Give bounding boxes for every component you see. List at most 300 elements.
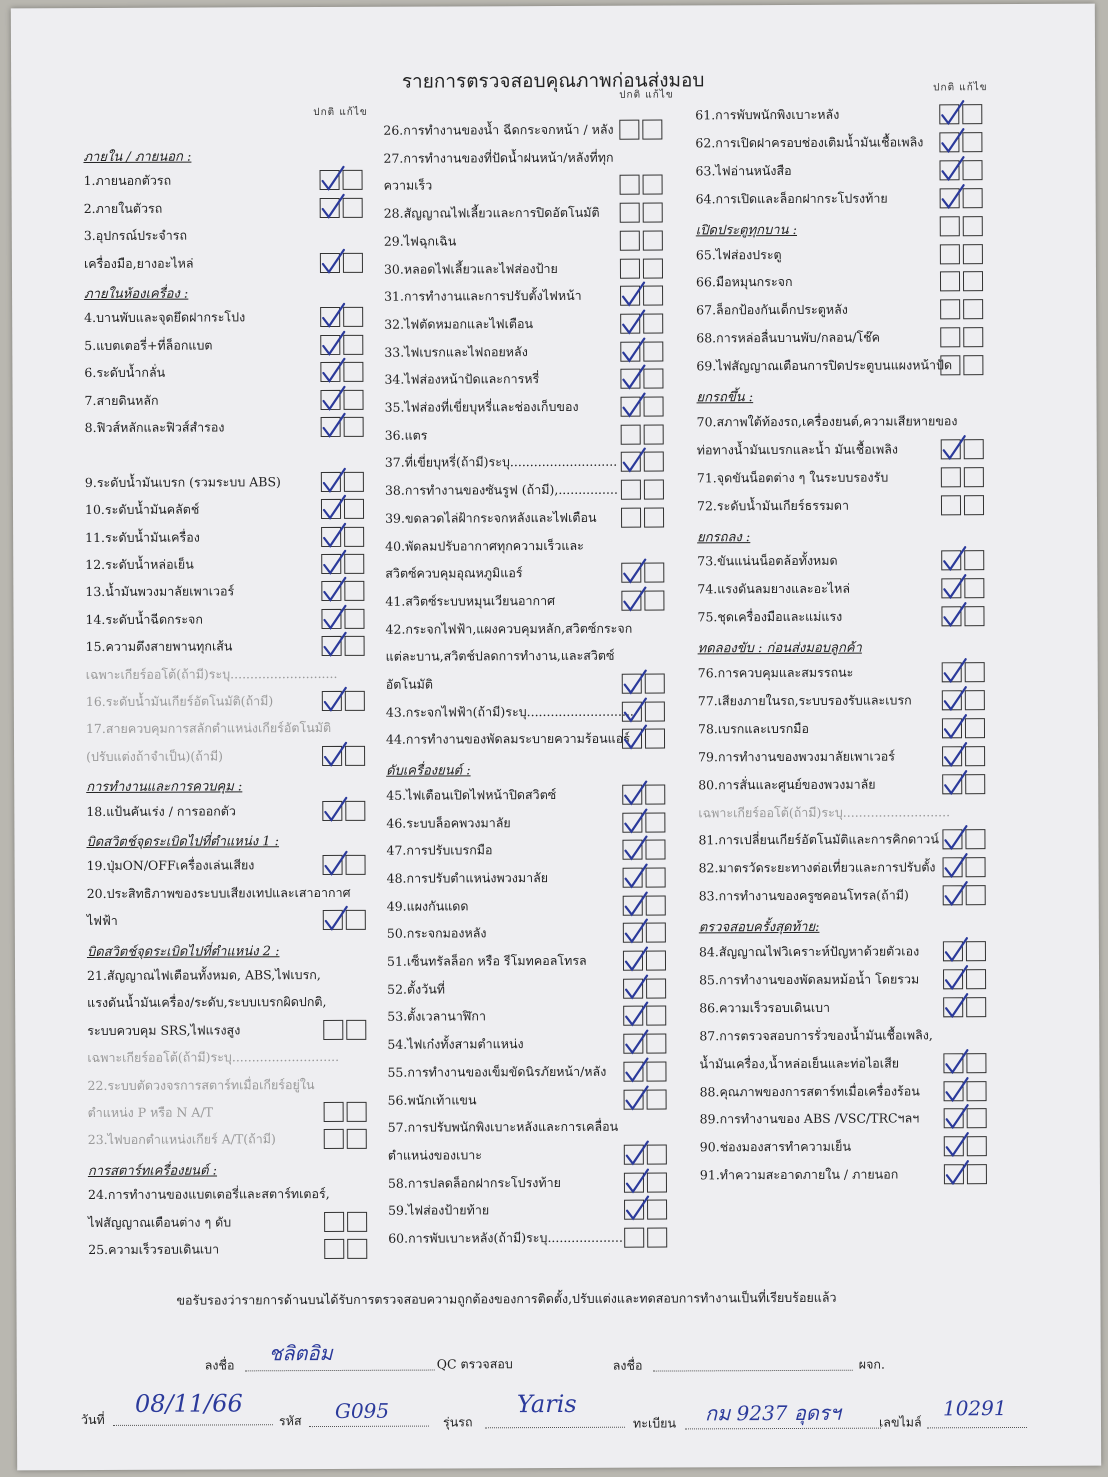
fix-checkbox[interactable] [644, 480, 664, 500]
checklist-item-label: 40.พัดลมปรับอากาศทุกความเร็วและ [385, 537, 584, 554]
checklist-item-label: 17.สายควบคุมการสลักตำแหน่งเกียร์อัตโนมัติ [85, 720, 332, 737]
check-mark-icon [621, 558, 647, 586]
checklist-item-label: 84.สัญญาณไฟวิเคราะห์ปัญหาด้วยตัวเอง [698, 943, 920, 960]
section-heading: ทดลองขับ : ก่อนส่งมอบลูกค้า [697, 640, 862, 657]
normal-checkbox[interactable] [324, 1129, 344, 1149]
check-mark-icon [623, 973, 649, 1001]
check-mark-icon [943, 880, 969, 908]
check-mark-icon [943, 1076, 969, 1104]
check-mark-icon [321, 412, 347, 440]
check-mark-icon [321, 467, 347, 495]
checklist-item-label: (ปรับแต่งถ้าจำเป็น)(ถ้ามี) [86, 748, 224, 764]
checkbox-pair [620, 230, 664, 250]
checklist-item-label: แต่ละบาน,สวิตช์ปลดการทำงาน,และสวิตซ์ [385, 648, 615, 665]
checklist-item-label: ไฟสัญญาณเตือนต่าง ๆ ดับ [88, 1214, 232, 1230]
checklist-item-label: 24.การทำงานของแบตเตอรี่และสตาร์ทเตอร์, [87, 1186, 330, 1203]
checkbox-pair [320, 198, 364, 218]
checklist-item-label: 20.ประสิทธิภาพของระบบเสียงเทปและเสาอากาศ [86, 884, 351, 901]
checklist-item-label: 31.การทำงานและการปรับตั้งไฟหน้า [384, 288, 582, 304]
checklist-item-label: 48.การปรับตำแหน่งพวงมาลัย [386, 869, 549, 886]
check-mark-icon [320, 248, 346, 276]
checkbox-pair [622, 674, 666, 694]
normal-checkbox[interactable] [620, 258, 640, 278]
checkbox-pair [320, 307, 364, 327]
checklist-item-label: 72.ระดับน้ำมันเกียร์ธรรมดา [696, 497, 850, 513]
check-mark-icon [624, 1195, 650, 1223]
checkbox-pair [940, 355, 984, 375]
checkbox-pair [620, 175, 664, 195]
normal-checkbox[interactable] [941, 495, 961, 515]
normal-checkbox[interactable] [621, 424, 641, 444]
checklist-item-label: 46.ระบบล็อคพวงมาลัย [386, 814, 511, 831]
checkbox-pair [621, 507, 665, 527]
check-mark-icon [942, 713, 968, 741]
checkbox-pair [321, 417, 365, 437]
normal-checkbox[interactable] [624, 1228, 644, 1248]
fix-checkbox[interactable] [964, 467, 984, 487]
checklist-item-label: 65.ไฟส่องประตู [695, 246, 782, 262]
date-value: 08/11/66 [134, 1389, 243, 1418]
checklist-item-label: 56.พนักเท้าแขน [387, 1091, 477, 1108]
fix-checkbox[interactable] [643, 258, 663, 278]
checklist-item-label: 51.เซ็นทรัลล็อก หรือ รีโมทคอลโทรล [386, 952, 587, 969]
checkbox-pair [623, 867, 667, 887]
checkbox-pair [623, 1061, 667, 1081]
checkbox-pair [323, 910, 367, 930]
fix-checkbox[interactable] [347, 1102, 367, 1122]
checklist-item-label: 86.ความเร็วรอบเดินเบา [699, 999, 831, 1016]
checklist-item-label: 57.การปรับพนักพิงเบาะหลังและการเคลื่อน [387, 1118, 619, 1135]
fix-checkbox[interactable] [963, 244, 983, 264]
checkbox-pair [620, 258, 664, 278]
checklist-item-label: 12.ระดับน้ำหล่อเย็น [85, 556, 194, 573]
section-heading: ตรวจสอบครั้งสุดท้าย: [698, 919, 820, 936]
check-mark-icon [944, 1159, 970, 1187]
fix-checkbox[interactable] [643, 230, 663, 250]
checkbox-pair [943, 969, 987, 989]
fix-checkbox[interactable] [963, 327, 983, 347]
mileage-line [927, 1426, 1027, 1428]
checklist-item-label: ไฟฟ้า [86, 913, 118, 929]
checklist-item-label: 13.น้ำมันพวงมาลัยเพาเวอร์ [85, 583, 235, 600]
mileage-value: 10291 [942, 1396, 1007, 1421]
check-mark-icon [320, 302, 346, 330]
checklist-item-label: 4.บานพับและจุดยึดฝากระโปง [84, 309, 246, 326]
checklist-item-label: 73.ขันแน่นน็อตล้อทั้งหมด [697, 553, 838, 569]
checkbox-pair [621, 563, 665, 583]
checklist-item-label: 75.ชุดเครื่องมือและแม่แรง [697, 608, 843, 625]
fix-checkbox[interactable] [647, 1228, 667, 1248]
check-mark-icon [939, 155, 965, 183]
checklist-item-label: 91.ทำความสะอาดภายใน / ภายนอก [699, 1166, 899, 1183]
check-mark-icon [623, 946, 649, 974]
checkbox-pair [940, 272, 984, 292]
normal-checkbox[interactable] [620, 175, 640, 195]
checkbox-pair [624, 1200, 668, 1220]
checklist-item-label: 8.ฟิวส์หลักและฟิวส์สำรอง [84, 419, 225, 436]
checkbox-pair [621, 480, 665, 500]
checkbox-pair [320, 252, 364, 272]
sign-label-manager: ลงชื่อ [612, 1357, 643, 1373]
checkbox-pair [322, 746, 366, 766]
normal-checkbox[interactable] [940, 244, 960, 264]
inspection-form [11, 4, 1101, 1471]
checkbox-pair [620, 341, 664, 361]
check-mark-icon [620, 392, 646, 420]
check-mark-icon [623, 862, 649, 890]
check-mark-icon [942, 825, 968, 853]
checkbox-pair [619, 120, 663, 140]
fix-checkbox[interactable] [347, 1129, 367, 1149]
check-mark-icon [323, 905, 349, 933]
checklist-item-label: 23.ไฟบอกตำแหน่งเกียร์ A/T(ถ้ามี) [87, 1131, 276, 1148]
checkbox-pair [624, 1228, 668, 1248]
checklist-item-label: 85.การทำงานของพัดลมหม้อน้ำ โดยรวม [699, 971, 920, 988]
checkbox-pair [941, 467, 985, 487]
section-heading: เปิดประตูทุกบาน : [695, 222, 798, 238]
checklist-item-label: 83.การทำงานของครูซคอนโทรล(ถ้ามี) [698, 887, 909, 904]
checklist-item-label: 58.การปลดล็อกฝากระโปรงท้าย [387, 1174, 562, 1191]
checkbox-pair [324, 1102, 368, 1122]
checkbox-pair [620, 369, 664, 389]
check-mark-icon [942, 657, 968, 685]
normal-checkbox[interactable] [324, 1239, 344, 1259]
checklist-item-label: 77.เสียงภายในรถ,ระบบรองรับและเบรก [697, 692, 912, 709]
check-mark-icon [620, 281, 646, 309]
check-mark-icon [623, 890, 649, 918]
checkbox-pair [620, 286, 664, 306]
check-mark-icon [943, 852, 969, 880]
form-title: รายการตรวจสอบคุณภาพก่อนส่งมอบ [401, 69, 705, 93]
normal-checkbox[interactable] [620, 203, 640, 223]
sign-label-qc: ลงชื่อ [204, 1357, 235, 1373]
check-mark-icon [941, 601, 967, 629]
normal-checkbox[interactable] [940, 355, 960, 375]
checkbox-pair [940, 299, 984, 319]
checkbox-pair [621, 424, 665, 444]
checkbox-pair [942, 690, 986, 710]
date-line [113, 1423, 273, 1426]
checkbox-pair [943, 997, 987, 1017]
manager-label: ผจก. [858, 1356, 885, 1372]
checklist-item-label: 2.ภายในตัวรถ [83, 200, 163, 216]
check-mark-icon [943, 992, 969, 1020]
checkbox-pair [624, 1089, 668, 1109]
normal-checkbox[interactable] [621, 507, 641, 527]
checkbox-pair [623, 1006, 667, 1026]
normal-checkbox[interactable] [621, 480, 641, 500]
checklist-item-label: 16.ระดับน้ำมันเกียร์อัตโนมัติ(ถ้ามี) [85, 693, 274, 710]
checkbox-pair [944, 1136, 988, 1156]
checklist-item-label: 45.ไฟเตือนเปิดไฟหน้าปิดสวิตซ์ [386, 786, 557, 803]
mileage-label: เลขไมล์ [878, 1414, 922, 1430]
checklist-item-label: 22.ระบบตัดวงจรการสตาร์ทเมื่อเกียร์อยู่ใน [87, 1076, 315, 1093]
section-heading: บิดสวิตช์จุดระเบิดไปที่ตำแหน่ง 2 : [86, 943, 280, 960]
checkbox-pair [942, 830, 986, 850]
check-mark-icon [622, 724, 648, 752]
col-header-2: ปกติ แก้ไข [619, 89, 674, 101]
checklist-item-label: 53.ตั้งเวลานาฬิกา [387, 1008, 487, 1025]
checklist-item-label: 67.ล็อกป้องกันเด็กประตูหลัง [696, 302, 848, 318]
check-mark-icon [620, 336, 646, 364]
check-mark-icon [322, 741, 348, 769]
checklist-item-label: 52.ตั้งวันที่ [387, 981, 446, 997]
check-mark-icon [943, 1048, 969, 1076]
checkbox-pair [623, 895, 667, 915]
checkbox-pair [321, 581, 365, 601]
check-mark-icon [321, 549, 347, 577]
check-mark-icon [940, 183, 966, 211]
checkbox-pair [623, 1034, 667, 1054]
section-heading: ภายในห้องเครื่อง : [84, 286, 189, 303]
checklist-item-label: 30.หลอดไฟเลี้ยวและไฟส่องป้าย [383, 260, 558, 277]
checkbox-pair [320, 335, 364, 355]
section-heading: ภายใน / ภายนอก : [83, 149, 192, 166]
checklist-item-label: 90.ช่องมองสารทำความเย็น [699, 1139, 852, 1155]
checklist-item-label: 38.การทำงานของซันรูฟ (ถ้ามี),............... [384, 481, 618, 498]
checklist-item-label: 49.แผงกันแดด [386, 897, 469, 914]
checkbox-pair [940, 216, 984, 236]
check-mark-icon [322, 850, 348, 878]
normal-checkbox[interactable] [324, 1212, 344, 1232]
checkbox-pair [943, 857, 987, 877]
checklist-item-label: 10.ระดับน้ำมันคลัตช์ [84, 501, 200, 518]
normal-checkbox[interactable] [941, 467, 961, 487]
check-mark-icon [320, 330, 346, 358]
checkbox-pair [321, 499, 365, 519]
checklist-item-label: 61.การพับพนักพิงเบาะหลัง [695, 106, 840, 123]
checklist-item-label: ความเร็ว [383, 177, 433, 194]
checklist-item-label: แรงดันน้ำมันเครื่อง/ระดับ,ระบบเบรกผิดปกติ, [87, 994, 327, 1011]
check-mark-icon [942, 769, 968, 797]
certify-text: ขอรับรองว่ารายการด้านบนได้รับการตรวจสอบความถูกต้องของการติดตั้ง,ปรับแต่งและทดสอบการทำงานเป็นที่เรียบร้อยแล้ว [176, 1289, 837, 1308]
checkbox-pair [624, 1144, 668, 1164]
checklist-item-label: 42.กระจกไฟฟ้า,แผงควบคุมหลัก,สวิตซ์กระจก [385, 620, 633, 637]
checkbox-pair [624, 1172, 668, 1192]
checkbox-pair [320, 170, 364, 190]
checkbox-pair [941, 439, 985, 459]
checkbox-pair [321, 526, 365, 546]
check-mark-icon [322, 686, 348, 714]
section-heading: การสตาร์ทเครื่องยนต์ : [87, 1163, 218, 1179]
checklist-item-label: 79.การทำงานของพวงมาลัยเพาเวอร์ [698, 748, 896, 765]
fix-checkbox[interactable] [643, 203, 663, 223]
checkbox-pair [321, 472, 365, 492]
check-mark-icon [944, 1104, 970, 1132]
checkbox-pair [940, 244, 984, 264]
normal-checkbox[interactable] [940, 327, 960, 347]
fix-checkbox[interactable] [643, 175, 663, 195]
checkbox-pair [943, 941, 987, 961]
normal-checkbox[interactable] [940, 300, 960, 320]
checkbox-pair [944, 1164, 988, 1184]
checkbox-pair [622, 784, 666, 804]
checkbox-pair [942, 662, 986, 682]
checklist-item-label: ตำแหน่ง P หรือ N A/T [87, 1104, 214, 1121]
check-mark-icon [623, 1029, 649, 1057]
check-mark-icon [620, 364, 646, 392]
checklist-item-label: 18.แป้นคันเร่ง / การออกตัว [86, 802, 236, 819]
checkbox-pair [944, 1081, 988, 1101]
checkbox-pair [943, 1053, 987, 1073]
check-mark-icon [622, 835, 648, 863]
check-mark-icon [944, 1131, 970, 1159]
checkbox-pair [324, 1129, 368, 1149]
normal-checkbox[interactable] [324, 1102, 344, 1122]
checklist-item-label: 15.ความตึงสายพานทุกเส้น [85, 638, 233, 655]
qc-label: QC ตรวจสอบ [436, 1356, 513, 1372]
checkbox-pair [324, 1211, 368, 1231]
model-line [485, 1426, 625, 1429]
checklist-item-label: 43.กระจกไฟฟ้า(ถ้ามี)ระบุ........................... [385, 703, 634, 720]
checklist-item-label: 25.ความเร็วรอบเดินเบา [88, 1241, 220, 1258]
checkbox-pair [321, 609, 365, 629]
checklist-item-label: 21.สัญญาณไฟเตือนทั้งหมด, ABS,ไฟเบรก, [87, 967, 321, 984]
col-header-1: ปกติ แก้ไข [313, 106, 368, 119]
checklist-item-label: 69.ไฟสัญญาณเตือนการปิดประตูบนแผงหน้าปัด [696, 357, 953, 374]
check-mark-icon [624, 1084, 650, 1112]
check-mark-icon [322, 796, 348, 824]
checklist-item-label: ระบบควบคุม SRS,ไฟแรงสูง [87, 1022, 241, 1038]
checklist-item-label: 1.ภายนอกตัวรถ [83, 173, 172, 189]
checklist-item-label: 33.ไฟเบรกและไฟถอยหลัง [384, 343, 528, 360]
checkbox-pair [939, 104, 983, 124]
normal-checkbox[interactable] [940, 272, 960, 292]
fix-checkbox[interactable] [644, 507, 664, 527]
checklist-item-label: 71.จุดขันน็อตต่าง ๆ ในระบบรองรับ [696, 469, 889, 486]
checkbox-pair [322, 636, 366, 656]
fix-checkbox[interactable] [347, 1211, 367, 1231]
checkbox-pair [621, 452, 665, 472]
checklist-item-label: 36.แตร [384, 427, 428, 443]
checkbox-pair [621, 397, 665, 417]
check-mark-icon [320, 193, 346, 221]
checklist-item-label: 89.การทำงานของ ABS /VSC/TRCฯลฯ [699, 1110, 920, 1127]
checkbox-pair [322, 691, 366, 711]
check-mark-icon [322, 631, 348, 659]
date-label: วันที่ [80, 1411, 105, 1428]
checklist-item-label: 32.ไฟตัดหมอกและไฟเตือน [384, 315, 534, 332]
checkbox-pair [620, 313, 664, 333]
checklist-item-label: เฉพาะเกียร์ออโต้(ถ้ามี)ระบุ........................... [85, 665, 338, 682]
section-heading: ยกรถขึ้น : [696, 390, 754, 406]
checklist-item-label: 37.ที่เขี่ยบุหรี่(ถ้ามี)ระบุ........................... [384, 454, 618, 471]
checklist-item-label: 60.การพับเบาะหลัง(ถ้ามี)ระบุ................... [388, 1229, 623, 1246]
check-mark-icon [942, 741, 968, 769]
checklist-item-label: 28.สัญญาณไฟเลี้ยวและการปิดอัตโนมัติ [383, 204, 600, 221]
check-mark-icon [321, 522, 347, 550]
checklist-item-label: 27.การทำงานของที่ปัดน้ำฝนหน้า/หลังที่ทุก [383, 149, 614, 166]
checkbox-pair [323, 855, 367, 875]
checkbox-pair [942, 718, 986, 738]
check-mark-icon [321, 576, 347, 604]
plate-label: ทะเบียน [632, 1415, 677, 1431]
checkbox-pair [939, 132, 983, 152]
checkbox-pair [324, 1239, 368, 1259]
checklist-item-label: 88.คุณภาพของการสตาร์ทเมื่อเครื่องร้อน [699, 1082, 920, 1099]
fix-checkbox[interactable] [644, 424, 664, 444]
checklist-item-label: 3.อุปกรณ์ประจำรถ [83, 227, 188, 244]
code-line [309, 1425, 429, 1428]
checklist-item-label: อัตโนมัติ [385, 676, 434, 692]
checkbox-pair [321, 554, 365, 574]
checklist-item-label: ตำแหน่งของเบาะ [387, 1147, 483, 1163]
fix-checkbox[interactable] [963, 216, 983, 236]
checklist-item-label: 35.ไฟส่องที่เขี่ยบุหรี่และช่องเก็บของ [384, 398, 579, 415]
col-header-3: ปกติ แก้ไข [933, 82, 988, 94]
check-mark-icon [622, 779, 648, 807]
checkbox-pair [320, 362, 364, 382]
fix-checkbox[interactable] [642, 120, 662, 140]
section-heading: ยกรถลง : [697, 529, 751, 545]
normal-checkbox[interactable] [323, 1020, 343, 1040]
checklist-item-label: สวิตซ์ควบคุมอุณหภูมิแอร์ [385, 565, 523, 581]
checkbox-pair [940, 327, 984, 347]
section-heading: บิดสวิตช์จุดระเบิดไปที่ตำแหน่ง 1 : [86, 834, 280, 851]
checklist-item-label: 66.มือหมุนกระจก [695, 274, 793, 290]
checkbox-pair [941, 495, 985, 515]
check-mark-icon [320, 385, 346, 413]
code-value: G095 [334, 1398, 390, 1423]
checklist-item-label: 7.สายดินหลัก [84, 392, 159, 408]
checklist-item-label: 29.ไฟฉุกเฉิน [383, 233, 457, 249]
section-heading: ดับเครื่องยนต์ : [386, 763, 471, 779]
checklist-item-label: 54.ไฟเก๋งทั้งสามตำแหน่ง [387, 1036, 524, 1052]
check-mark-icon [939, 99, 965, 127]
checkbox-pair [622, 701, 666, 721]
checklist-item-label: 64.การเปิดและล็อกฝากระโปรงท้าย [695, 190, 888, 207]
check-mark-icon [941, 546, 967, 574]
checklist-item-label: 82.มาตรวัดระยะทางต่อเที่ยวและการปรับตั้ง [698, 859, 936, 876]
checklist-item-label: 6.ระดับน้ำกลั่น [84, 364, 166, 381]
checkbox-pair [941, 578, 985, 598]
fix-checkbox[interactable] [964, 495, 984, 515]
check-mark-icon [942, 685, 968, 713]
check-mark-icon [622, 669, 648, 697]
normal-checkbox[interactable] [620, 230, 640, 250]
fix-checkbox[interactable] [347, 1239, 367, 1259]
checklist-item-label: 34.ไฟส่องหน้าปัดและการหรี่ [384, 371, 540, 388]
checklist-item-label: 68.การหล่อลื่นบานพับ/กลอน/โช๊ค [696, 329, 881, 346]
checkbox-pair [944, 1109, 988, 1129]
checklist-item-label: เฉพาะเกียร์ออโต้(ถ้ามี)ระบุ........................... [87, 1049, 340, 1066]
fix-checkbox[interactable] [963, 355, 983, 375]
checklist-item-label: 47.การปรับเบรกมือ [386, 842, 493, 858]
check-mark-icon [321, 604, 347, 632]
plate-value: กม 9237 อุดรฯ [704, 1400, 841, 1426]
checklist-item-label: เครื่องมือ,ยางอะไหล่ [83, 255, 194, 271]
checklist-item-label: 62.การเปิดฝาครอบช่องเติมน้ำมันเชื้อเพลิง [695, 134, 924, 151]
fix-checkbox[interactable] [963, 299, 983, 319]
check-mark-icon [622, 696, 648, 724]
check-mark-icon [623, 918, 649, 946]
checkbox-pair [623, 978, 667, 998]
normal-checkbox[interactable] [619, 120, 639, 140]
normal-checkbox[interactable] [940, 216, 960, 236]
fix-checkbox[interactable] [346, 1020, 366, 1040]
checklist-item-label: 59.ไฟส่องป้ายท้าย [388, 1202, 490, 1219]
check-mark-icon [623, 1001, 649, 1029]
checkbox-pair [622, 812, 666, 832]
check-mark-icon [623, 1056, 649, 1084]
checklist-item-label: น้ำมันเครื่อง,น้ำหล่อเย็นและท่อไอเสีย [699, 1055, 900, 1071]
checkbox-pair [941, 551, 985, 571]
fix-checkbox[interactable] [963, 272, 983, 292]
check-mark-icon [943, 936, 969, 964]
checklist-item-label: 14.ระดับน้ำฉีดกระจก [85, 611, 203, 627]
checklist-item-label: 81.การเปลี่ยนเกียร์อัตโนมัติและการคิกดาวน์ [698, 831, 939, 848]
check-mark-icon [320, 165, 346, 193]
